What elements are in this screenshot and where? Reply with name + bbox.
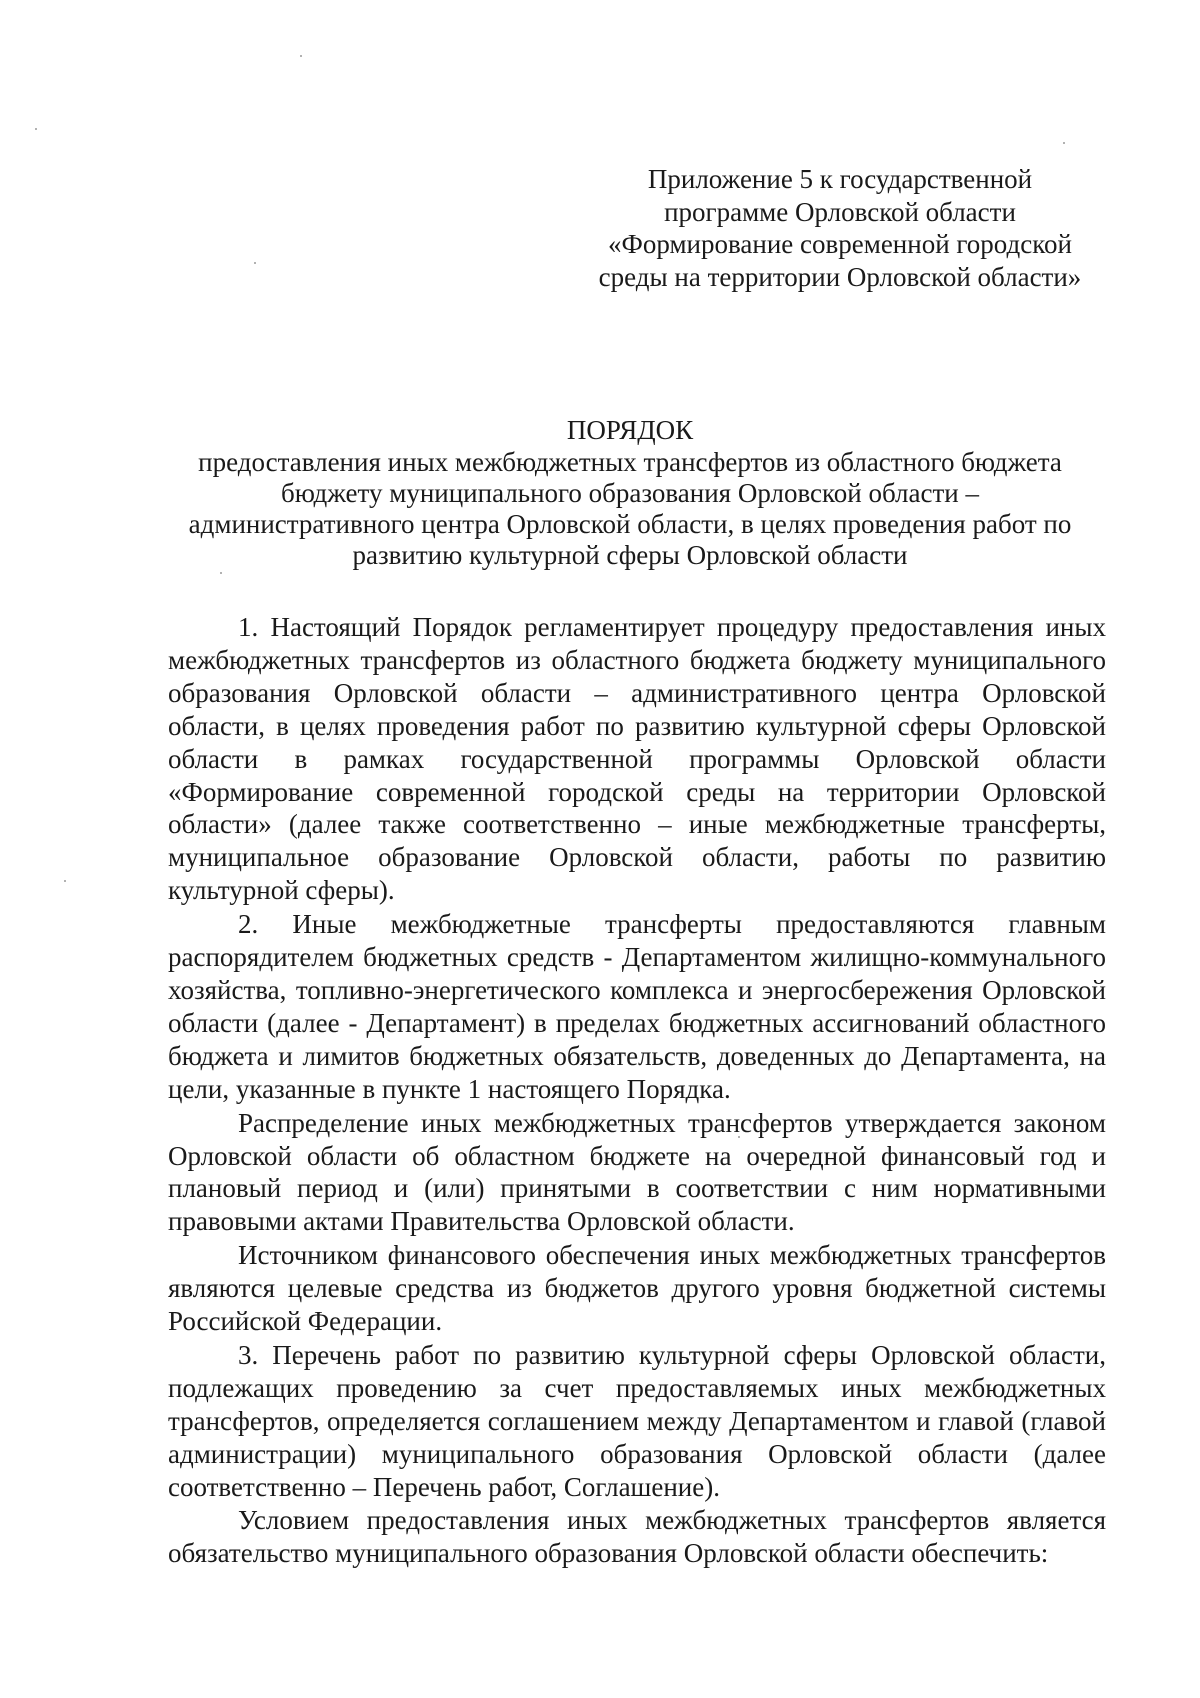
title-heading: ПОРЯДОК bbox=[566, 415, 694, 445]
scan-speck bbox=[220, 572, 222, 574]
paragraph-1: 1. Настоящий Порядок регламентирует процедуру предоставления иных межбюджетных трансфертов из областного бюджета бюджету муниципального образования Орловской области – административного центра Орловской области, в целях проведения работ по развитию культурной сферы Орловской области в рамках государственной программы Орловской области «Формирование современной городской среды на территории Орловской области» (далее также соответственно – иные межбюджетные трансферты, муниципальное образование Орловской области, работы по развитию культурной сферы). bbox=[168, 612, 1106, 906]
appendix-line: среды на территории Орловской области» bbox=[598, 261, 1082, 292]
paragraph-condition: Условием предоставления иных межбюджетных трансфертов является обязательство муниципального образования Орловской области обеспечить: bbox=[168, 1505, 1106, 1569]
title-line: развитию культурной сферы Орловской области bbox=[352, 540, 908, 570]
document-body bbox=[168, 611, 1106, 1570]
paragraph-2: 2. Иные межбюджетные трансферты предоставляются главным распорядителем бюджетных средств - Департаментом жилищно-коммунального хозяйства, топливно-энергетического комплекса и энергосбережения Орловской области (далее - Департамент) в пределах бюджетных ассигнований областного бюджета и лимитов бюджетных обязательств, доведенных до Департамента, на цели, указанные в пункте 1 настоящего Порядка. bbox=[168, 909, 1106, 1104]
paragraph-funding-source: Источником финансового обеспечения иных межбюджетных трансфертов являются целевые средства из бюджетов другого уровня бюджетной системы Российской Федерации. bbox=[168, 1240, 1106, 1337]
scan-speck bbox=[300, 55, 302, 57]
title-line: бюджету муниципального образования Орловской области – bbox=[280, 478, 979, 508]
document-title bbox=[170, 415, 1090, 571]
appendix-line: «Формирование современной городской bbox=[608, 229, 1072, 259]
scan-speck bbox=[35, 128, 37, 130]
title-line: предоставления иных межбюджетных трансфертов из областного бюджета bbox=[198, 447, 1062, 477]
title-subtitle bbox=[170, 447, 1090, 571]
appendix-line: Приложение 5 к государственной bbox=[647, 164, 1033, 194]
scan-speck bbox=[64, 880, 66, 882]
title-line: административного центра Орловской области, в целях проведения работ по bbox=[188, 509, 1072, 539]
paragraph-3: 3. Перечень работ по развитию культурной сферы Орловской области, подлежащих проведению за счет предоставляемых иных межбюджетных трансфертов, определяется соглашением между Департаментом и главой (главой администрации) муниципального образования Орловской области (далее соответственно – Перечень работ, Соглашение). bbox=[168, 1339, 1106, 1502]
appendix-line: программе Орловской области bbox=[664, 196, 1016, 227]
paragraph-distribution: Распределение иных межбюджетных трансфертов утверждается законом Орловской области об областном бюджете на очередной финансовый год и плановый период и (или) принятыми в соответствии с ним нормативными правовыми актами Правительства Орловской области. bbox=[168, 1107, 1106, 1237]
scan-speck bbox=[254, 262, 256, 264]
appendix-block bbox=[580, 163, 1100, 293]
scan-speck bbox=[1063, 142, 1065, 144]
